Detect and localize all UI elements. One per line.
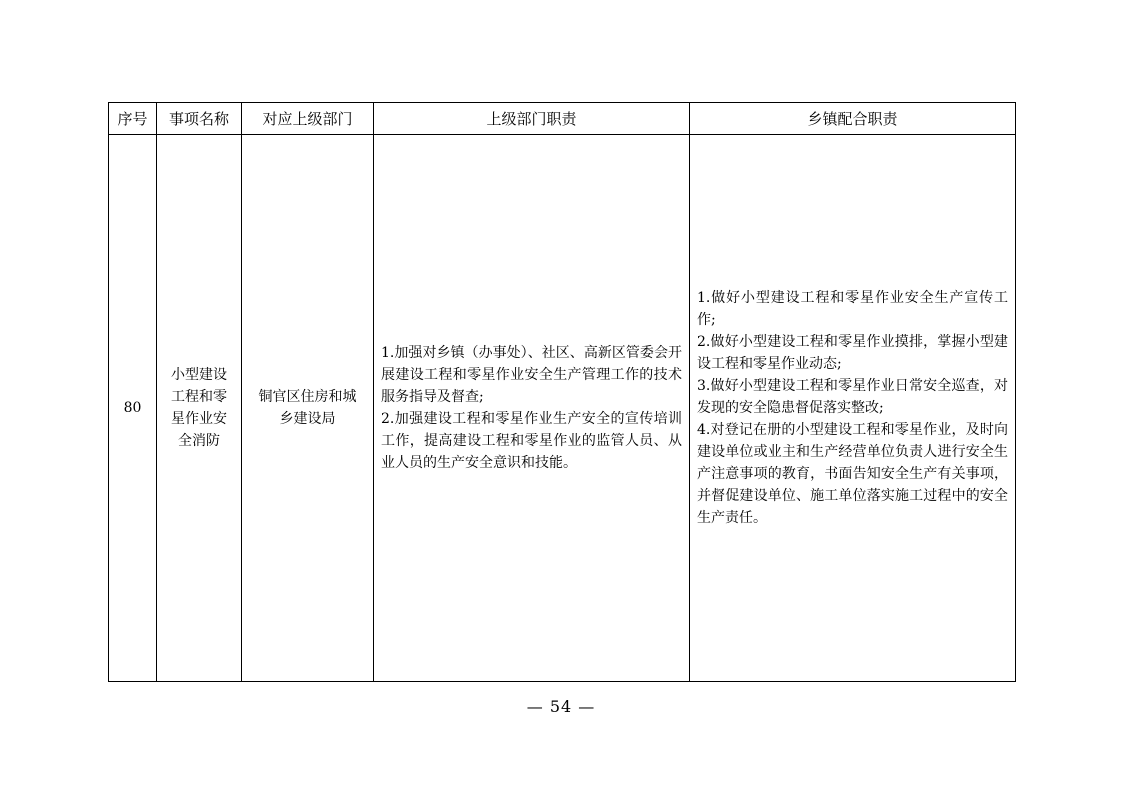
table-header-row <box>109 103 1016 135</box>
row-item-name: 小型建设工程和零星作业安全消防 <box>157 135 242 682</box>
page-number: — 54 — <box>526 697 596 716</box>
table-row <box>109 135 1016 682</box>
row-department: 铜官区住房和城乡建设局 <box>242 135 374 682</box>
town-duty-item: 4.对登记在册的小型建设工程和零星作业，及时向建设单位或业主和生产经营单位负责人进行安全生产注意事项的教育，书面告知安全生产有关事项，并督促建设单位、施工单位落实施工过程中的安全生产责任。 <box>697 422 1008 526</box>
town-duty-item: 2.做好小型建设工程和零星作业摸排，掌握小型建设工程和零星作业动态; <box>697 334 1008 372</box>
upper-duty-item: 2.加强建设工程和零星作业生产安全的宣传培训工作，提高建设工程和零星作业的监管人员、从业人员的生产安全意识和技能。 <box>381 411 682 471</box>
upper-duty-item: 1.加强对乡镇（办事处）、社区、高新区管委会开展建设工程和零星作业安全生产管理工作的技术服务指导及督查; <box>381 345 682 405</box>
header-department: 对应上级部门 <box>242 103 374 135</box>
row-town-duties <box>690 135 1016 682</box>
row-upper-duties <box>374 135 690 682</box>
town-duty-item: 3.做好小型建设工程和零星作业日常安全巡查，对发现的安全隐患督促落实整改; <box>697 378 1008 416</box>
header-number: 序号 <box>109 103 157 135</box>
header-item-name: 事项名称 <box>157 103 242 135</box>
responsibility-table <box>108 102 1016 682</box>
row-number: 80 <box>109 135 157 682</box>
header-upper-duties: 上级部门职责 <box>374 103 690 135</box>
town-duty-item: 1.做好小型建设工程和零星作业安全生产宣传工作; <box>697 290 1008 328</box>
header-town-duties: 乡镇配合职责 <box>690 103 1016 135</box>
